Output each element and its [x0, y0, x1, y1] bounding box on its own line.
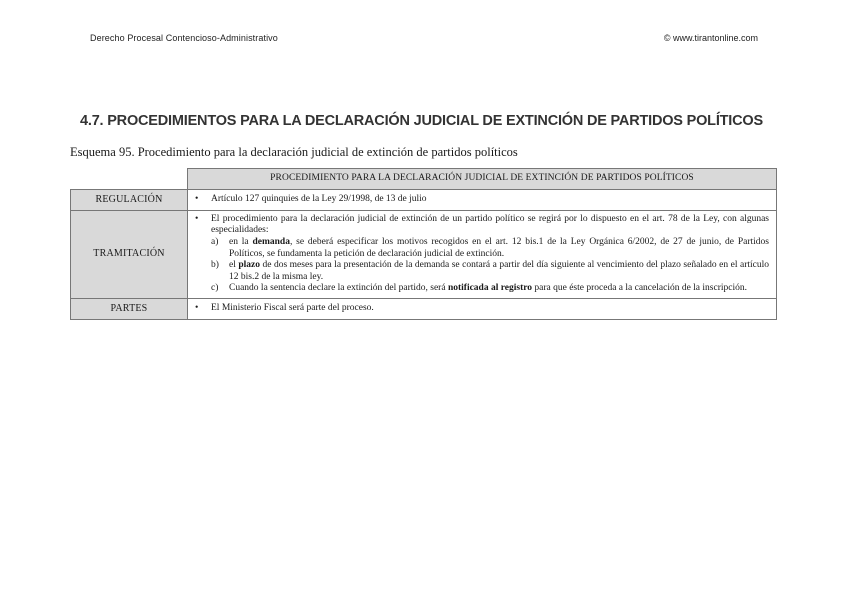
sub-item-text [229, 237, 769, 260]
sub-item-c [211, 283, 769, 295]
table-row-tramitacion [71, 210, 777, 298]
blank-corner-cell [71, 169, 188, 190]
regulacion-text: Artículo 127 quinquies de la Ley 29/1998, de 13 de julio [211, 193, 427, 204]
partes-text: El Ministerio Fiscal será parte del proceso. [211, 303, 374, 314]
sub-text-pre: el [229, 260, 239, 271]
bullet-icon: • [195, 303, 199, 314]
sub-item-letter: a) [211, 236, 219, 247]
list-item [195, 194, 769, 206]
list-item [195, 214, 769, 295]
sub-text-pre: en la [229, 236, 253, 247]
table-header-row [71, 169, 777, 190]
sub-item-text [229, 283, 769, 295]
sub-text-post: , se deberá especificar los motivos recogidos en el art. 12 bis.1 de la Ley Orgánica 6/2002, de 27 de junio, de Partidos Políticos, se fundamenta la petición de declaración judicial de extinción. [229, 236, 769, 259]
bullet-icon: • [195, 213, 199, 224]
sub-item-letter: c) [211, 283, 219, 294]
tramitacion-intro: El procedimiento para la declaración judicial de extinción de un partido político se regirá por lo dispuesto en el art. 78 de la Ley, con algunas especialidades: [211, 213, 769, 236]
sub-item-text [229, 260, 769, 283]
row-label-partes: PARTES [71, 298, 188, 319]
row-content-regulacion [188, 189, 777, 210]
sub-text-bold: plazo [238, 260, 260, 271]
sub-text-bold: notificada al registro [447, 283, 533, 294]
row-content-tramitacion [188, 210, 777, 298]
sub-text-post: de dos meses para la presentación de la demanda se contará a partir del día siguiente al vencimiento del plazo señalado en el artículo 12 bis.2 de la misma ley. [229, 260, 769, 282]
bullet-icon: • [195, 193, 199, 204]
tramitacion-body [211, 214, 769, 295]
table-heading: PROCEDIMIENTO PARA LA DECLARACIÓN JUDICIAL DE EXTINCIÓN DE PARTIDOS POLÍTICOS [188, 169, 777, 190]
sub-text-pre: Cuando la sentencia declare la extinción del partido, será [229, 283, 448, 294]
sub-text-bold: demanda [252, 236, 290, 247]
scheme-caption: Esquema 95. Procedimiento para la declaración judicial de extinción de partidos políticos [70, 145, 518, 159]
table-row-regulacion [71, 189, 777, 210]
running-header-title: Derecho Procesal Contencioso-Administrativo [90, 33, 278, 43]
sub-item-letter: b) [211, 260, 219, 271]
sub-item-a [211, 237, 769, 260]
row-label-regulacion: REGULACIÓN [71, 189, 188, 210]
list-item [195, 303, 769, 315]
section-title: 4.7. PROCEDIMIENTOS PARA LA DECLARACIÓN JUDICIAL DE EXTINCIÓN DE PARTIDOS POLÍTICOS [80, 113, 763, 129]
table-row-partes [71, 298, 777, 319]
sub-item-b [211, 260, 769, 283]
row-label-tramitacion: TRAMITACIÓN [71, 210, 188, 298]
procedure-scheme-table [70, 168, 777, 320]
row-content-partes [188, 298, 777, 319]
running-header-website: © www.tirantonline.com [663, 33, 758, 43]
sub-text-post: para que éste proceda a la cancelación de la inscripción. [532, 283, 747, 294]
